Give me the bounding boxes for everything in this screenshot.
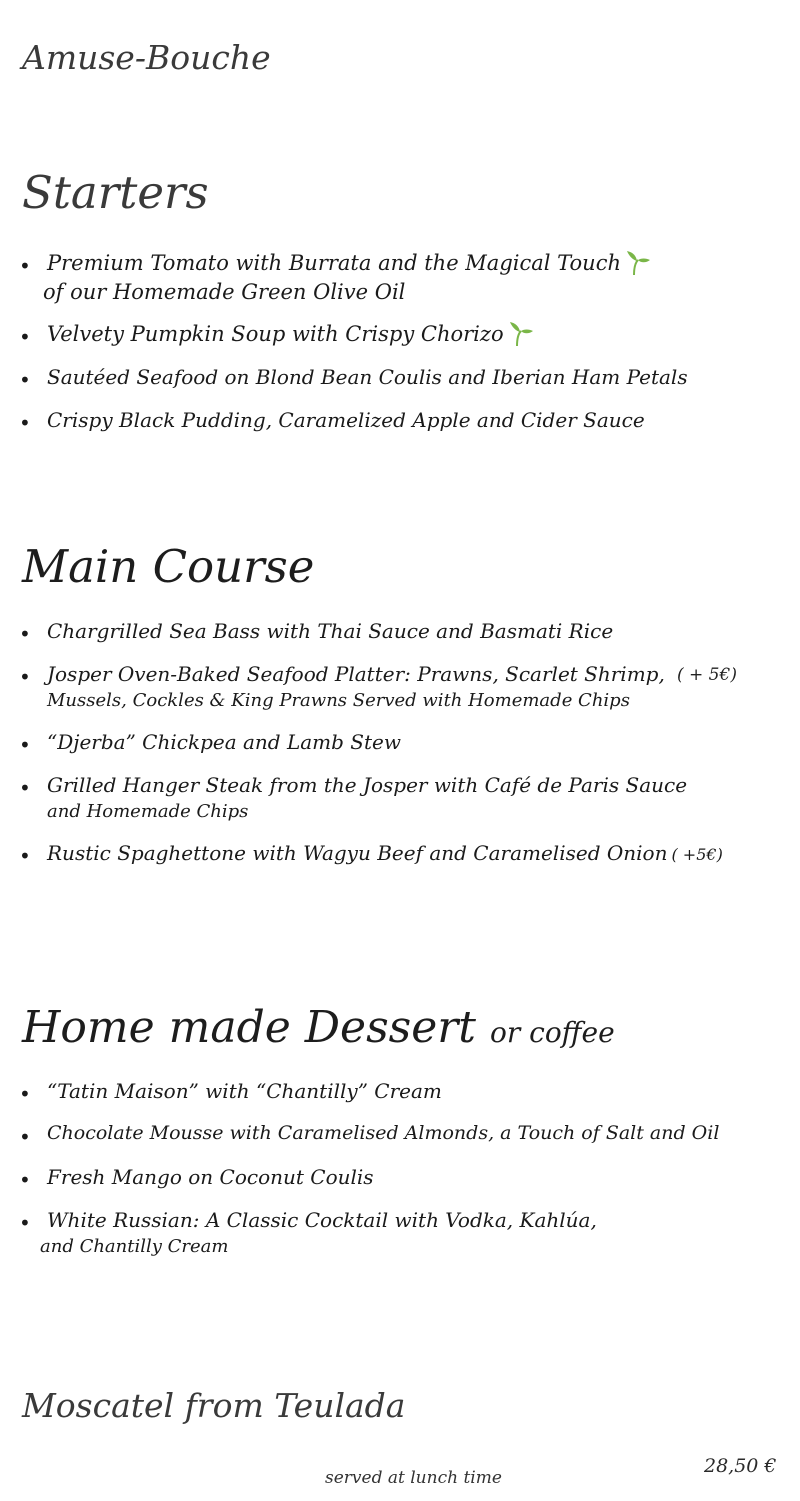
item-text: White Russian: A Classic Cocktail with Vodka, Kahlúa,: [47, 1208, 597, 1232]
moscatel-heading: Moscatel from Teulada: [22, 1386, 406, 1425]
bullet: •: [19, 665, 31, 689]
item-text: [47, 250, 653, 276]
dessert-heading: [22, 1002, 615, 1053]
sprout-icon: [506, 321, 536, 347]
item-text: Sautéed Seafood on Blond Bean Coulis and Iberian Ham Petals: [47, 365, 688, 389]
bullet: •: [19, 776, 31, 800]
item-text-line-2: and Homemade Chips: [47, 801, 249, 822]
bullet: •: [19, 325, 31, 349]
bullet: •: [19, 733, 31, 757]
item-line-1: Premium Tomato with Burrata and the Magical Touch: [47, 251, 621, 275]
item-text: Chargrilled Sea Bass with Thai Sauce and Basmati Rice: [47, 619, 614, 643]
item-text-line-2: and Chantilly Cream: [40, 1236, 229, 1257]
item-text: “Djerba” Chickpea and Lamb Stew: [47, 730, 401, 754]
bullet: •: [19, 844, 31, 868]
dessert-title-suffix: or coffee: [490, 1016, 615, 1049]
item-text: “Tatin Maison” with “Chantilly” Cream: [47, 1079, 442, 1103]
item-text: Fresh Mango on Coconut Coulis: [47, 1165, 374, 1189]
surcharge-label: ( + 5€): [677, 665, 737, 685]
starters-heading: Starters: [22, 166, 209, 219]
item-text: Chocolate Mousse with Caramelised Almonds, a Touch of Salt and Oil: [47, 1122, 720, 1144]
item-text: [47, 841, 723, 865]
item-line-1: Rustic Spaghettone with Wagyu Beef and Caramelised Onion: [47, 841, 668, 865]
dessert-title: Home made Dessert: [22, 1002, 476, 1053]
bullet: •: [19, 1211, 31, 1235]
item-text-line-2: Mussels, Cockles & King Prawns Served with Homemade Chips: [47, 690, 630, 711]
item-text: Crispy Black Pudding, Caramelized Apple and Cider Sauce: [47, 408, 645, 432]
main-course-heading: Main Course: [22, 540, 315, 593]
bullet: •: [19, 1082, 31, 1106]
item-text: Grilled Hanger Steak from the Josper with Café de Paris Sauce: [47, 773, 688, 797]
amuse-bouche-heading: Amuse-Bouche: [22, 38, 271, 77]
bullet: •: [19, 254, 31, 278]
bullet: •: [19, 622, 31, 646]
served-note: served at lunch time: [325, 1468, 502, 1488]
bullet: •: [19, 1168, 31, 1192]
bullet: •: [19, 411, 31, 435]
item-text-line-2: of our Homemade Green Olive Oil: [43, 280, 406, 304]
bullet: •: [19, 1125, 31, 1149]
sprout-icon: [623, 250, 653, 276]
item-text: [47, 321, 536, 347]
bullet: •: [19, 368, 31, 392]
price-label: 28,50 €: [704, 1455, 777, 1477]
item-line-1: Velvety Pumpkin Soup with Crispy Chorizo: [47, 322, 504, 346]
item-text: Josper Oven-Baked Seafood Platter: Prawns, Scarlet Shrimp,: [47, 662, 665, 686]
surcharge-label: ( +5€): [671, 845, 723, 864]
